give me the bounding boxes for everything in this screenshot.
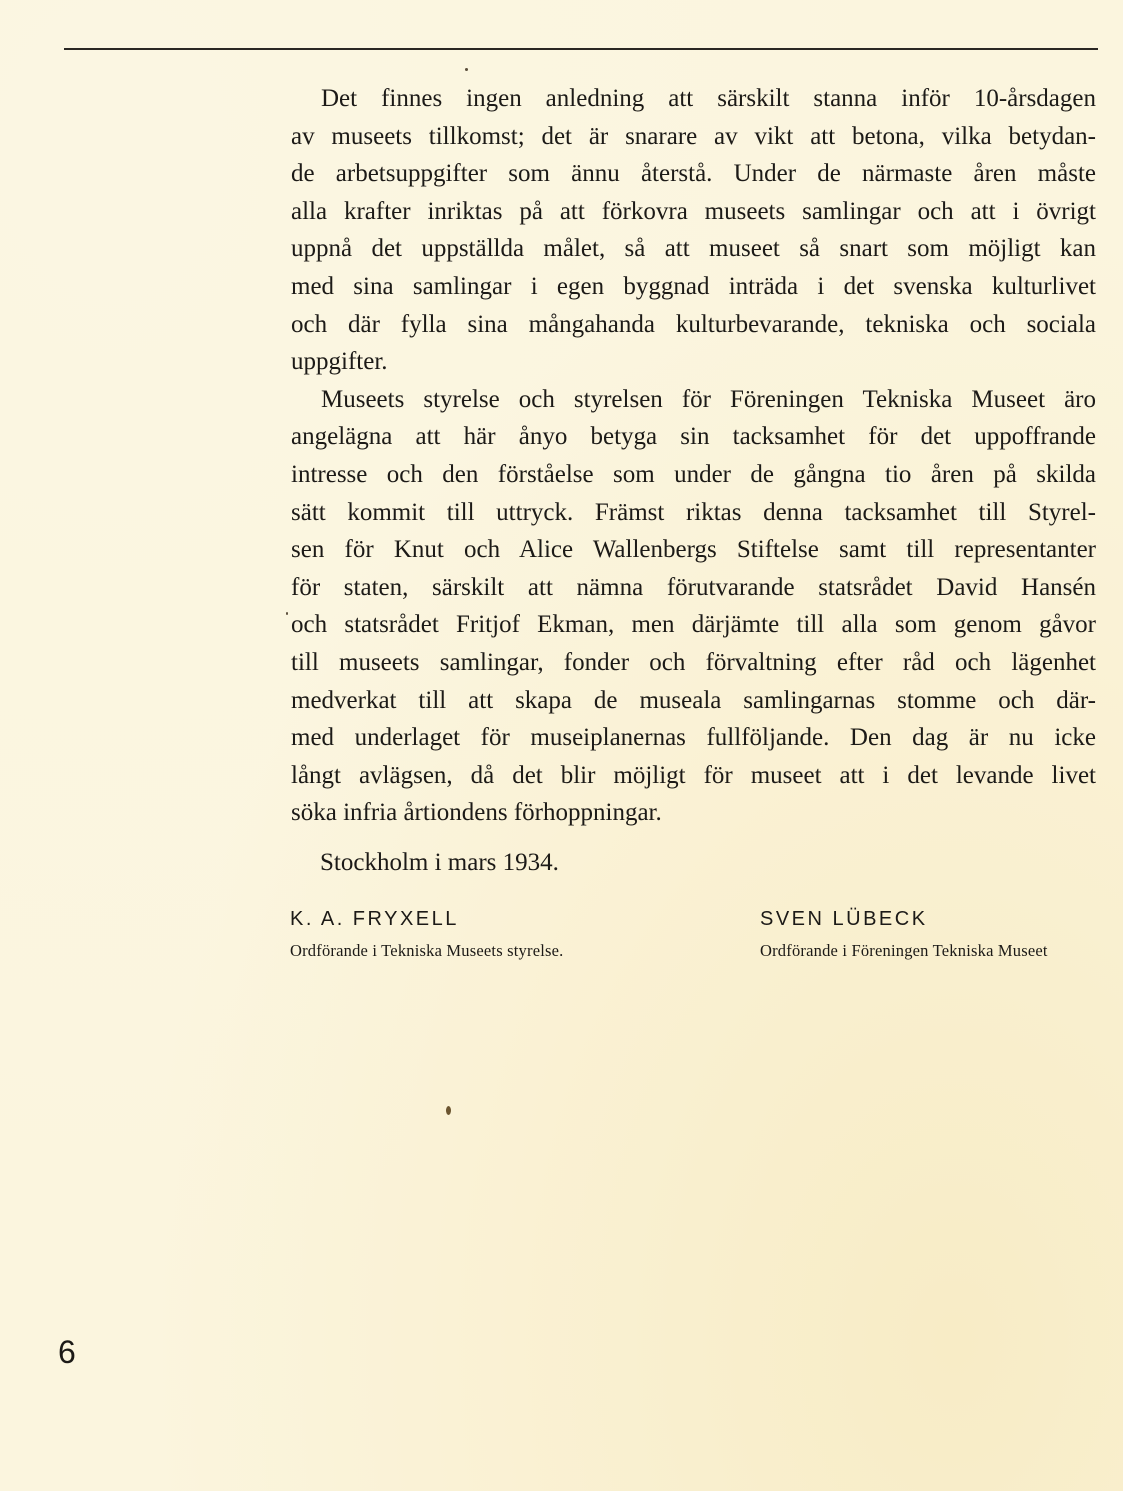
text-line: till museets samlingar, fonder och förvaltning efter råd och lägenhet — [291, 648, 1096, 676]
text-line: långt avlägsen, då det blir möjligt för museet att i det levande livet — [291, 761, 1096, 789]
page-number: 6 — [58, 1334, 76, 1370]
text-line: alla krafter inriktas på att förkovra museets samlingar och att i övrigt — [291, 197, 1096, 225]
text-line: söka infria årtiondens förhoppningar. — [291, 799, 662, 827]
paper-speck — [286, 612, 288, 615]
paper-speck — [465, 68, 468, 71]
text-line: av museets tillkomst; det är snarare av vikt att betona, vilka betydan- — [291, 122, 1096, 150]
text-line: för staten, särskilt att nämna förutvarande statsrådet David Hansén — [291, 573, 1096, 601]
text-line: angelägna att här ånyo betyga sin tacksamhet för det uppoffrande — [291, 423, 1096, 451]
signatory-name: SVEN LÜBECK — [760, 908, 928, 930]
text-line: Museets styrelse och styrelsen för Föreningen Tekniska Museet äro — [321, 385, 1096, 413]
top-rule — [64, 48, 1098, 50]
text-line: med underlaget för museiplanernas fullföljande. Den dag är nu icke — [291, 724, 1096, 752]
paper-speck — [446, 1106, 451, 1115]
paragraph-2 — [291, 381, 1096, 832]
text-line: och där fylla sina mångahanda kulturbevarande, tekniska och sociala — [291, 310, 1096, 338]
signatory-title: Ordförande i Tekniska Museets styrelse. — [290, 941, 564, 960]
signatory-name: K. A. FRYXELL — [290, 908, 459, 930]
paragraph-1 — [291, 80, 1096, 381]
text-line: med sina samlingar i egen byggnad inträda i det svenska kulturlivet — [291, 272, 1096, 300]
text-line: de arbetsuppgifter som ännu återstå. Under de närmaste åren måste — [291, 160, 1096, 188]
signature-left — [290, 904, 563, 964]
text-line: sätt kommit till uttryck. Främst riktas denna tacksamhet till Styrel- — [291, 498, 1096, 526]
text-line: uppnå det uppställda målet, så att museet så snart som möjligt kan — [291, 235, 1096, 263]
text-line: och statsrådet Fritjof Ekman, men därjämte till alla som genom gåvor — [291, 611, 1096, 639]
text-line: sen för Knut och Alice Wallenbergs Stiftelse samt till representanter — [291, 536, 1096, 564]
text-line: Det finnes ingen anledning att särskilt stanna inför 10-årsdagen — [321, 85, 1096, 112]
place-date: Stockholm i mars 1934. — [320, 849, 559, 876]
text-line: intresse och den förståelse som under de gångna tio åren på skilda — [291, 460, 1096, 488]
signature-right — [760, 904, 1048, 964]
signatory-title: Ordförande i Föreningen Tekniska Museet — [760, 941, 1048, 960]
text-line: medverkat till att skapa de museala samlingarnas stomme och där- — [291, 686, 1096, 714]
text-line: uppgifter. — [291, 348, 388, 376]
body-text — [291, 80, 1096, 832]
